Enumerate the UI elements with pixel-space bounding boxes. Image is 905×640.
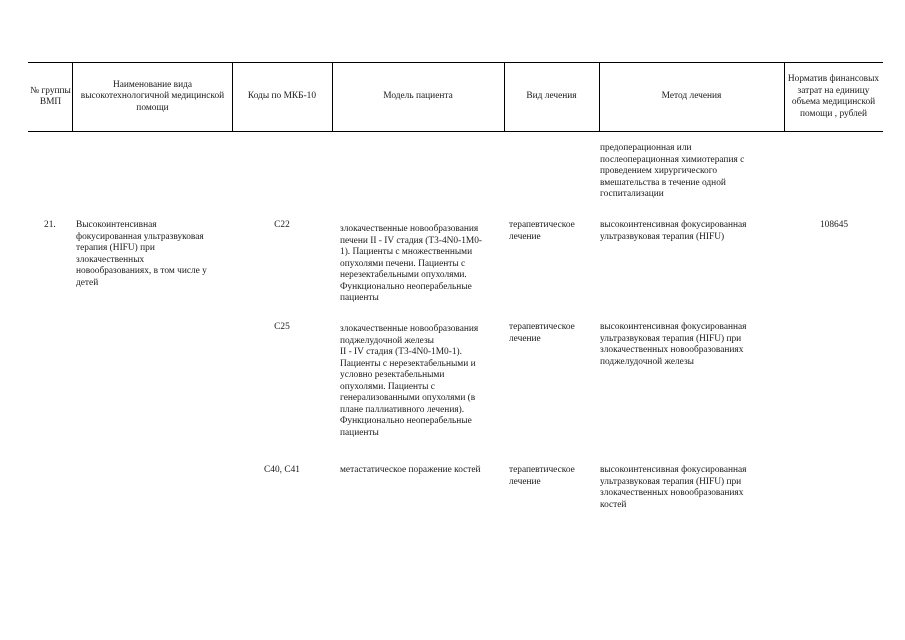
patient-model: злокачественные новообразования печени II - IV стадия (T3-4N0-1M0- 1). Пациенты с множественными опухолями печени. Пациенты с нерезектабельными опухолями. Функционально неоперабельные пациенты <box>340 224 483 303</box>
header-group-number: № группы ВМП <box>30 85 71 107</box>
icd-code: C22 <box>274 220 290 230</box>
care-type-name: Высокоинтенсивная фокусированная ультразвуковая терапия (HIFU) при злокачественных новообразованиях, в том числе у детей <box>76 220 207 288</box>
treatment-type: терапевтическое лечение <box>509 322 575 344</box>
cost-norm-value: 108645 <box>819 220 849 230</box>
group-number: 21. <box>44 220 56 230</box>
header-divider <box>232 62 233 131</box>
header-treatment-method: Метод лечения <box>661 91 722 102</box>
table-header <box>28 62 883 132</box>
continuation-method: предоперационная или послеоперационная химиотерапия с проведением хирургического вмешательства в течение одной госпитализации <box>600 143 745 199</box>
treatment-method: высокоинтенсивная фокусированная ультразвуковая терапия (HIFU) при злокачественных новообразованиях костей <box>600 465 747 510</box>
header-icd-codes: Коды по МКБ-10 <box>247 91 317 102</box>
header-divider <box>504 62 505 131</box>
treatment-method: высокоинтенсивная фокусированная ультразвуковая терапия (HIFU) при злокачественных новообразованиях поджелудочной железы <box>600 322 747 367</box>
patient-model: метастатическое поражение костей <box>340 465 481 475</box>
treatment-type: терапевтическое лечение <box>509 220 575 242</box>
icd-code: C40, C41 <box>264 465 300 475</box>
header-care-type: Наименование вида высокотехнологичной медицинской помощи <box>80 79 225 113</box>
header-divider <box>332 62 333 131</box>
icd-code: C25 <box>274 322 290 332</box>
header-divider <box>784 62 785 131</box>
treatment-type: терапевтическое лечение <box>509 465 575 487</box>
patient-model: злокачественные новообразования поджелудочной железы II - IV стадия (T3-4N0-1M0-1). Пациенты с нерезектабельными и условно резектабельными опухолями. Пациенты с генерализованными опухолями (в плане паллиативного лечения). Функционально неоперабельные пациенты <box>340 324 479 438</box>
header-divider <box>599 62 600 131</box>
header-treatment-type: Вид лечения <box>526 91 577 102</box>
header-patient-model: Модель пациента <box>383 91 453 102</box>
treatment-method: высокоинтенсивная фокусированная ультразвуковая терапия (HIFU) <box>600 220 747 242</box>
header-divider <box>72 62 73 131</box>
header-cost-norm: Норматив финансовых затрат на единицу объема медицинской помощи , рублей <box>787 74 880 119</box>
